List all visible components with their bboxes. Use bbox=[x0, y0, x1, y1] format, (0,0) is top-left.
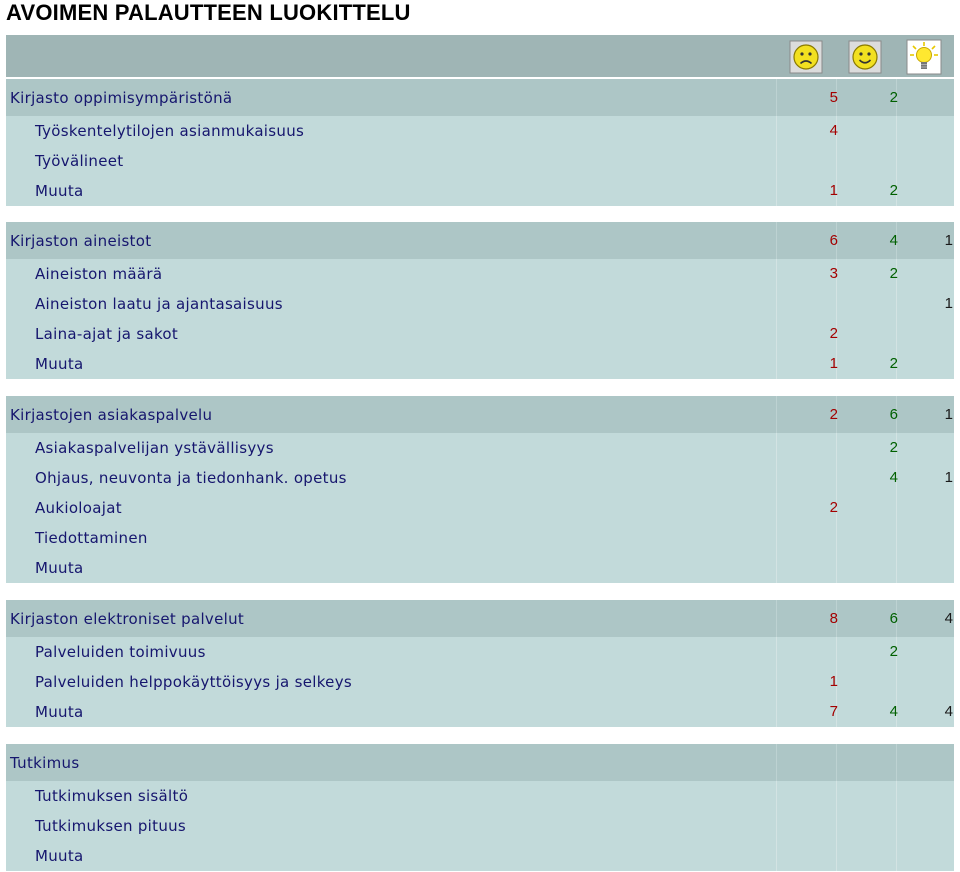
item-row bbox=[6, 433, 954, 463]
column-divider bbox=[836, 744, 837, 781]
column-divider bbox=[776, 289, 777, 319]
item-row bbox=[6, 811, 954, 841]
column-divider bbox=[776, 553, 777, 583]
column-divider bbox=[896, 841, 897, 871]
group-row bbox=[6, 396, 954, 433]
happy-count: 4 bbox=[889, 703, 898, 720]
happy-count: 2 bbox=[889, 643, 898, 660]
column-divider bbox=[896, 811, 897, 841]
column-divider bbox=[896, 523, 897, 553]
item-row bbox=[6, 523, 954, 553]
item-row bbox=[6, 319, 954, 349]
sad-count: 2 bbox=[829, 499, 838, 516]
item-row bbox=[6, 146, 954, 176]
column-divider bbox=[776, 600, 777, 637]
item-row bbox=[6, 289, 954, 319]
item-row bbox=[6, 553, 954, 583]
item-label: Aineiston määrä bbox=[35, 265, 163, 283]
item-label: Palveluiden toimivuus bbox=[35, 643, 206, 661]
item-label: Laina-ajat ja sakot bbox=[35, 325, 179, 343]
idea-count: 1 bbox=[944, 232, 953, 249]
idea-count: 4 bbox=[944, 703, 953, 720]
column-divider bbox=[896, 493, 897, 523]
item-label: Aukioloajat bbox=[35, 499, 122, 517]
column-divider bbox=[776, 697, 777, 727]
column-divider bbox=[776, 811, 777, 841]
idea-count: 1 bbox=[944, 469, 953, 486]
column-divider bbox=[836, 637, 837, 667]
column-divider bbox=[776, 319, 777, 349]
happy-face-icon bbox=[847, 39, 883, 75]
happy-count: 2 bbox=[889, 439, 898, 456]
idea-count: 1 bbox=[944, 295, 953, 312]
item-label: Ohjaus, neuvonta ja tiedonhank. opetus bbox=[35, 469, 347, 487]
column-divider bbox=[896, 289, 897, 319]
item-row bbox=[6, 493, 954, 523]
column-divider bbox=[776, 259, 777, 289]
item-label: Muuta bbox=[35, 847, 84, 865]
column-divider bbox=[896, 319, 897, 349]
item-label: Muuta bbox=[35, 182, 84, 200]
sad-count: 4 bbox=[829, 122, 838, 139]
item-row bbox=[6, 463, 954, 493]
column-divider bbox=[896, 146, 897, 176]
sad-count: 2 bbox=[829, 325, 838, 342]
column-divider bbox=[776, 349, 777, 379]
column-header bbox=[6, 35, 954, 77]
column-divider bbox=[896, 781, 897, 811]
item-row bbox=[6, 667, 954, 697]
happy-count: 4 bbox=[889, 232, 898, 249]
happy-count: 2 bbox=[889, 265, 898, 282]
item-row bbox=[6, 349, 954, 379]
item-label: Tiedottaminen bbox=[35, 529, 148, 547]
item-row bbox=[6, 841, 954, 871]
column-divider bbox=[776, 523, 777, 553]
column-divider bbox=[776, 79, 777, 116]
group-title: Tutkimus bbox=[10, 754, 80, 772]
item-label: Tutkimuksen pituus bbox=[35, 817, 187, 835]
column-divider bbox=[896, 744, 897, 781]
happy-count: 2 bbox=[889, 89, 898, 106]
column-divider bbox=[776, 744, 777, 781]
column-divider bbox=[776, 146, 777, 176]
item-label: Asiakaspalvelijan ystävällisyys bbox=[35, 439, 274, 457]
column-divider bbox=[776, 463, 777, 493]
column-divider bbox=[836, 553, 837, 583]
item-row bbox=[6, 116, 954, 146]
group-title: Kirjaston elektroniset palvelut bbox=[10, 610, 245, 628]
column-divider bbox=[896, 667, 897, 697]
column-divider bbox=[896, 116, 897, 146]
idea-count: 1 bbox=[944, 406, 953, 423]
column-divider bbox=[836, 463, 837, 493]
group-row bbox=[6, 744, 954, 781]
column-divider bbox=[776, 781, 777, 811]
item-label: Palveluiden helppokäyttöisyys ja selkeys bbox=[35, 673, 352, 691]
column-divider bbox=[836, 781, 837, 811]
sad-count: 2 bbox=[829, 406, 838, 423]
item-row bbox=[6, 781, 954, 811]
happy-count: 6 bbox=[889, 406, 898, 423]
sad-count: 1 bbox=[829, 182, 838, 199]
item-label: Tutkimuksen sisältö bbox=[35, 787, 189, 805]
column-divider bbox=[776, 176, 777, 206]
column-divider bbox=[776, 116, 777, 146]
column-divider bbox=[836, 841, 837, 871]
group-row bbox=[6, 600, 954, 637]
item-label: Muuta bbox=[35, 355, 84, 373]
item-row bbox=[6, 637, 954, 667]
column-divider bbox=[836, 146, 837, 176]
item-row bbox=[6, 697, 954, 727]
group-title: Kirjasto oppimisympäristönä bbox=[10, 89, 233, 107]
sad-count: 8 bbox=[829, 610, 838, 627]
happy-count: 2 bbox=[889, 355, 898, 372]
sad-count: 1 bbox=[829, 355, 838, 372]
column-divider bbox=[776, 841, 777, 871]
column-divider bbox=[836, 811, 837, 841]
item-label: Työskentelytilojen asianmukaisuus bbox=[35, 122, 305, 140]
item-label: Muuta bbox=[35, 559, 84, 577]
happy-count: 2 bbox=[889, 182, 898, 199]
item-row bbox=[6, 176, 954, 206]
sad-face-icon bbox=[788, 39, 824, 75]
group-title: Kirjastojen asiakaspalvelu bbox=[10, 406, 213, 424]
page-title: AVOIMEN PALAUTTEEN LUOKITTELU bbox=[6, 0, 411, 25]
sad-count: 6 bbox=[829, 232, 838, 249]
column-divider bbox=[896, 553, 897, 583]
group-row bbox=[6, 79, 954, 116]
column-divider bbox=[776, 637, 777, 667]
idea-count: 4 bbox=[944, 610, 953, 627]
sad-count: 5 bbox=[829, 89, 838, 106]
item-label: Muuta bbox=[35, 703, 84, 721]
column-divider bbox=[776, 222, 777, 259]
column-divider bbox=[776, 493, 777, 523]
column-divider bbox=[836, 523, 837, 553]
item-row bbox=[6, 259, 954, 289]
column-divider bbox=[836, 289, 837, 319]
item-label: Työvälineet bbox=[35, 152, 124, 170]
happy-count: 6 bbox=[889, 610, 898, 627]
column-divider bbox=[776, 396, 777, 433]
happy-count: 4 bbox=[889, 469, 898, 486]
item-label: Aineiston laatu ja ajantasaisuus bbox=[35, 295, 283, 313]
sad-count: 7 bbox=[829, 703, 838, 720]
group-row bbox=[6, 222, 954, 259]
group-title: Kirjaston aineistot bbox=[10, 232, 152, 250]
column-divider bbox=[836, 433, 837, 463]
lightbulb-icon bbox=[906, 39, 942, 75]
sad-count: 3 bbox=[829, 265, 838, 282]
column-divider bbox=[776, 433, 777, 463]
sad-count: 1 bbox=[829, 673, 838, 690]
column-divider bbox=[776, 667, 777, 697]
